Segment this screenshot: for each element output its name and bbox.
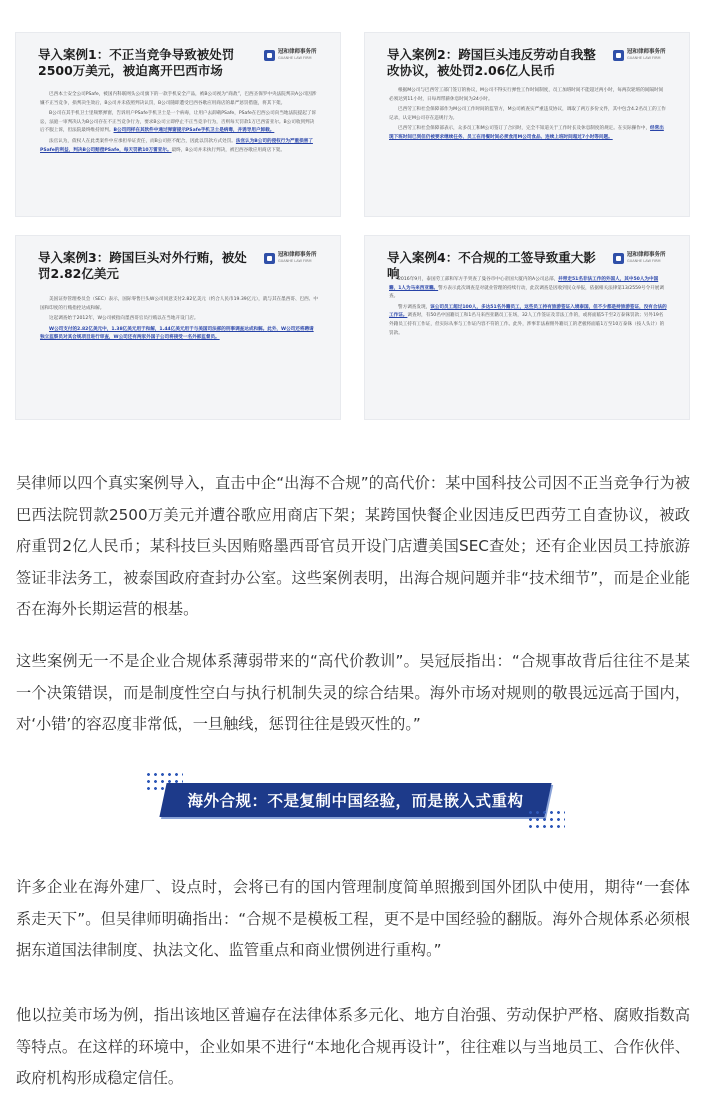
law-firm-logo-icon [264, 253, 275, 264]
slide-paragraph [389, 276, 667, 302]
slide-text: 巴西本土安全公司PSafe，被国内科联网头公司旗下的一款手机安全产品，被B公司视为“商敌”，巴西圣保罗中央法院判决A公司因涉嫌不正当竞争，损判决生效后，B公司并未依照判决认罚，B公司随即遭受巴西谷歌应用商店的暴严惩罚措施，将其下架。 [40, 92, 317, 106]
slide-title: 导入案例2：跨国巨头违反劳动自我整改协议，被处罚2.06亿人民币 [387, 47, 596, 78]
slide-text: 警方调查发现， [398, 304, 431, 310]
slide-paragraph [40, 296, 318, 313]
slide-text: 警方表示此次调查是对就业管理的持续行动，此次调查是因收到民众举报，依据相关法律第13/2559号令开展调查。 [389, 285, 664, 300]
slide-title: 导入案例3：跨国巨头对外行贿，被处罚2.82亿美元 [38, 250, 247, 281]
slide-body [389, 87, 667, 145]
highlighted-text: 经常出现下班时间已到但仍被要求继续任务、员工在用餐时间必须食用M公司食品、连续上班时间超过7小时等问题。 [389, 126, 664, 140]
slide-paragraph [389, 125, 667, 142]
slide-paragraph [40, 138, 318, 155]
slide-text: 巴西劳工和社会保障部作为M公司工作时间的监管方，M公司被查实严重违反协议，调取了两万多份文件，其中包含4.2名员工的工作记录，认定M公司存在违规行为。 [389, 107, 666, 121]
slide-text: 美国证券管理委员会（SEC）表示，国际零售巨头W公司同意支付2.82亿美元（约合人民币19.39亿元），就与其在墨西哥、巴西、中国和印度的行贿指控达成和解。 [40, 297, 318, 311]
logo-en-text: GUANHE LAW FIRM [278, 56, 312, 60]
article-paragraph-3: 许多企业在海外建厂、设点时，会将已有的国内管理制度简单照搬到国外团队中使用，期待“一套体系走天下”。但吴律师明确指出：“合规不是模板工程，更不是中国经验的翻版。海外合规体系必须根据东道国法律制度、执法文化、监管重点和商业惯例进行重构。” [16, 878, 690, 959]
article-paragraph-1: 吴律师以四个真实案例导入，直击中企“出海不合规”的高代价：某中国科技公司因不正当竞争行为被巴西法院罚款2500万美元并遭谷歌应用商店下架；某跨国快餐企业因违反巴西劳工自查协议，被政府重罚2亿人民币；某科技巨头因贿赂墨西哥官员开设门店遭美国SEC查处；还有企业因员工持旅游签证非法务工，被泰国政府查封办公室。这些案例表明，出海合规问题并非“技术细节”，而是企业能否在海外长期运营的根基。 [16, 474, 690, 618]
slide-paragraph [40, 315, 318, 324]
article-paragraph-2: 这些案例无一不是企业合规体系薄弱带来的“高代价教训”。吴冠辰指出：“合规事故背后往往不是某一个决策错误，而是制度性空白与执行机制失灵的综合结果。海外市场对规则的敬畏远远高于国内，对‘小错’的容忍度非常低，一旦触线，惩罚往往是毁灭性的。” [16, 652, 690, 733]
case-slide-2 [364, 32, 690, 217]
article-paragraph-4: 他以拉美市场为例，指出该地区普遍存在法律体系多元化、地方自治强、劳动保护严格、腐败指数高等特点。在这样的环境中，企业如果不进行“本地化合规再设计”，往往难以与当地员工、合作伙伴、政府机构形成稳定信任。 [16, 1006, 690, 1087]
logo-cn-text: 冠和律师事务所 [627, 252, 666, 258]
slide-text: 这起调查始于2012年，W公司被指向墨西哥官员行贿以在当地开设门店。 [49, 316, 199, 322]
slide-title: 导入案例4：不合规的工签导致重大影响 [387, 250, 596, 281]
section-heading [145, 771, 565, 831]
logo-cn-text: 冠和律师事务所 [627, 49, 666, 55]
slide-paragraph [40, 110, 318, 136]
case-slides-grid [0, 0, 705, 440]
law-firm-logo-icon [613, 253, 624, 264]
logo-en-text: GUANHE LAW FIRM [278, 259, 312, 263]
slide-text: 2016年9月，泰国劳工部和军方手突查了曼谷市中心帝国大厦内的A公司总部， [398, 277, 559, 282]
slide-paragraph [389, 106, 667, 123]
section-heading-text: 海外合规：不是复制中国经验，而是嵌入式重构 [187, 792, 524, 810]
law-firm-logo-icon [613, 50, 624, 61]
slide-text: 调查时，有50名中国籍员工和1名马来西亚籍员工在场，32人工作签证及非法工作的，或将面临5千至2万泰铢罚款；另外19名外籍员工持有工作证，但实际从事与工作证内容不符的工作。此外，涉事非法雇佣外籍员工的老板将面临1万至10万泰铢（按人头计）的罚款。 [389, 313, 665, 336]
case-slide-3 [15, 235, 341, 420]
logo-en-text: GUANHE LAW FIRM [627, 259, 661, 263]
logo-en-text: GUANHE LAW FIRM [627, 56, 661, 60]
highlighted-text: 并带走51名非法工作的外国人，其中50人为中国籍，1人为马来西亚籍。 [389, 277, 659, 291]
slide-title: 导入案例1：不正当竞争导致被处罚2500万美元，被迫离开巴西市场 [38, 47, 235, 78]
slide-body [389, 276, 667, 340]
law-firm-logo-icon [264, 50, 275, 61]
slide-paragraph [389, 304, 667, 338]
slide-paragraph [40, 91, 318, 108]
slide-text: 最终，B公司并未执行判决，被巴西谷歌应用商店下架。 [171, 147, 285, 153]
dot-pattern-icon [527, 809, 565, 831]
slide-paragraph [389, 87, 667, 104]
slide-paragraph [40, 326, 318, 343]
highlighted-text: B公司同样在其软件中通过弹窗提示PSafe手机卫士是病毒，并诱导用户卸载。 [113, 128, 275, 134]
slide-body [40, 296, 318, 345]
slide-text: 巴西劳工和社会保障部表示，众多员工和M公司签订了合同时，完全不知道关于工作时长及休息制度的规定。在实际操作中， [398, 126, 651, 132]
slide-text: 根据M公司与巴西劳工部门签订的协议，M公司不得实行弹性工作时间制度，员工加班时间不能超过两小时，每两次轮班的间隔时间必须达到11小时，日每周带薪休息时间为24小时。 [389, 88, 664, 102]
slide-text: B公司在其手机卫士里频繁弹窗，告诉用户PSafe手机卫士是一个病毒，让用户去卸载PSafe，PSafe在巴西公司向当地法院提起了诉讼，法庭一审判决认为B公司存在不正当竞争行为，要求B公司立即停止不正当竞争行为，否则每天罚款1万巴西雷亚尔。B公司收到判决后不服上诉，但法院最终维持原判。 [40, 111, 317, 134]
law-firm-logo [264, 47, 326, 63]
case-slide-4 [364, 235, 690, 420]
law-firm-logo [264, 250, 326, 266]
highlighted-text: 法官认为B公司的侵权行为严重损害了PSafe的利益，判决B公司赔偿PSafe，每天罚款10万雷亚尔。 [40, 138, 313, 153]
slide-text: 法官认为，债权人在此类案件中应承担举证责任，而B公司拒不配合，因此以罚款方式处罚。 [49, 138, 236, 144]
logo-cn-text: 冠和律师事务所 [278, 252, 317, 258]
law-firm-logo [613, 250, 675, 266]
logo-cn-text: 冠和律师事务所 [278, 49, 317, 55]
highlighted-text: 此外，W公司还将聘请独立监察员对其合规项目进行审查，W公司还有两家外国子公司将接受一名外部监督员。 [40, 326, 314, 341]
law-firm-logo [613, 47, 675, 63]
highlighted-text: 该公司员工超过100人，多达51名外籍员工，这些员工持有旅游签证入境泰国，但不少都是持旅游签证，没有合法的工作证。 [389, 304, 667, 319]
slide-body [40, 91, 318, 157]
case-slide-1 [15, 32, 341, 217]
highlighted-text: W公司支付的2.82亿美元中，1.38亿美元用于和解，1.44亿美元用于与美国司法部的刑事调查达成和解。 [49, 326, 268, 332]
